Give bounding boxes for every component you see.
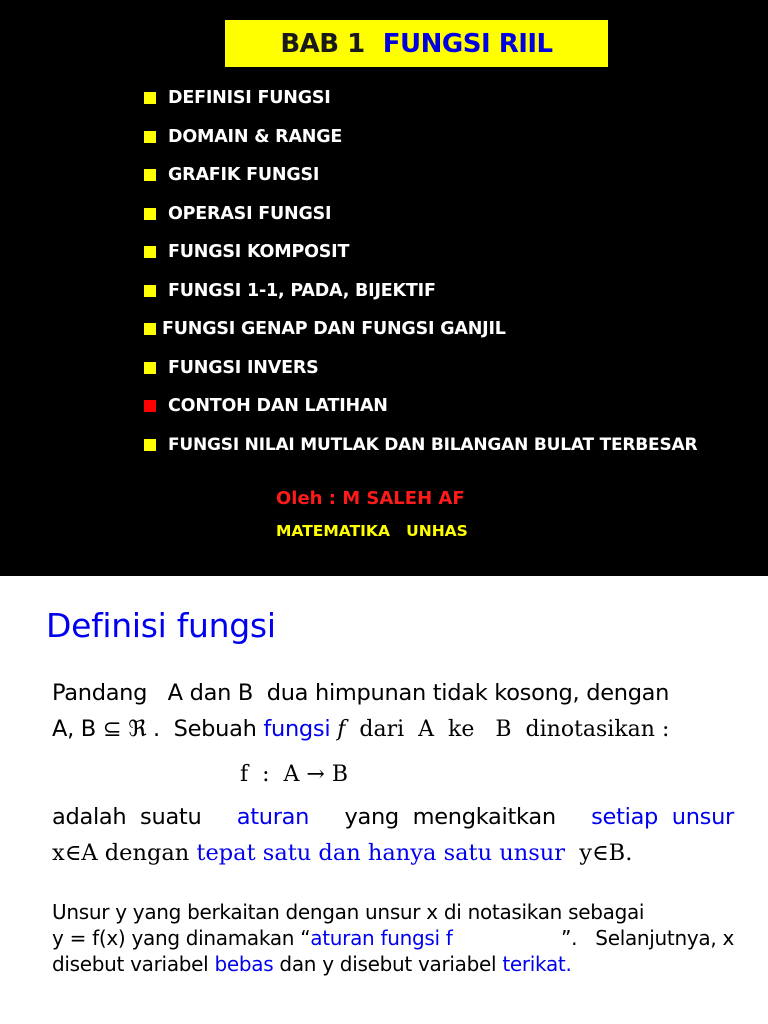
topic-item — [144, 433, 697, 457]
text-run: dan y disebut variabel — [273, 952, 503, 976]
highlighted-term: tepat satu dan hanya satu unsur — [196, 840, 565, 866]
text-run: y = f(x) yang dinamakan “ — [52, 926, 311, 950]
topic-label: DEFINISI FUNGSI — [168, 88, 331, 108]
topic-item — [144, 279, 436, 303]
topic-item — [144, 356, 319, 380]
text-run: Pandang A dan B dua himpunan tidak kosong, dengan — [52, 680, 670, 706]
topic-label: FUNGSI NILAI MUTLAK DAN BILANGAN BULAT TERBESAR — [168, 435, 698, 455]
text-run: disebut variabel — [52, 952, 215, 976]
paragraph-line — [52, 840, 632, 866]
topic-label: FUNGSI KOMPOSIT — [168, 242, 350, 262]
square-bullet-icon — [144, 208, 156, 220]
text-run: f — [330, 717, 353, 742]
square-bullet-icon — [144, 400, 156, 412]
topic-label: FUNGSI INVERS — [168, 358, 319, 378]
highlighted-term: bebas — [214, 952, 274, 976]
topic-item — [144, 240, 349, 264]
paragraph-line — [52, 926, 734, 950]
highlighted-term: fungsi — [263, 716, 331, 742]
topic-item — [144, 125, 342, 149]
definition-slide — [0, 576, 768, 1024]
text-run: yang mengkaitkan — [330, 804, 570, 830]
topic-item — [144, 317, 506, 341]
topic-item — [144, 163, 319, 187]
topic-label: FUNGSI GENAP DAN FUNGSI GANJIL — [162, 319, 506, 339]
chapter-title: FUNGSI RIIL — [382, 28, 553, 59]
topic-label: GRAFIK FUNGSI — [168, 165, 320, 185]
paragraph-line — [52, 900, 734, 924]
topic-label: FUNGSI 1-1, PADA, BIJEKTIF — [168, 281, 436, 301]
topic-label: CONTOH DAN LATIHAN — [168, 396, 388, 416]
text-run: Unsur y yang berkaitan dengan unsur x di notasikan sebagai — [52, 900, 645, 924]
text-run: dari A ke B dinotasikan : — [352, 717, 670, 742]
author-line: Oleh : M SALEH AF — [276, 488, 465, 509]
affiliation-line: MATEMATIKA UNHAS — [276, 522, 468, 540]
square-bullet-icon — [144, 362, 156, 374]
square-bullet-icon — [144, 439, 156, 451]
topic-label: DOMAIN & RANGE — [168, 127, 343, 147]
chapter-number: BAB 1 — [280, 28, 365, 59]
text-run: A, B ⊆ ℜ . Sebuah — [52, 716, 264, 742]
highlighted-term: setiap unsur — [591, 804, 734, 830]
topic-item — [144, 86, 331, 110]
text-run: adalah suatu — [52, 804, 216, 830]
square-bullet-icon — [144, 92, 156, 104]
square-bullet-icon — [144, 285, 156, 297]
highlighted-term: terikat. — [502, 952, 572, 976]
paragraph-line — [52, 716, 669, 742]
highlighted-term: aturan — [236, 804, 310, 830]
text-run: x∈A dengan — [52, 840, 197, 866]
text-run: ”. Selanjutnya, x — [561, 926, 734, 950]
highlighted-term: aturan fungsi f — [310, 926, 453, 950]
square-bullet-icon — [144, 246, 156, 258]
paragraph-line — [52, 680, 734, 706]
square-bullet-icon — [144, 131, 156, 143]
text-run: y∈B. — [565, 840, 633, 866]
slide-heading: Definisi fungsi — [46, 606, 276, 645]
topic-item — [144, 202, 331, 226]
title-banner — [225, 20, 608, 67]
square-bullet-icon — [144, 323, 156, 335]
square-bullet-icon — [144, 169, 156, 181]
paragraph-line — [52, 952, 572, 976]
formula: f : A → B — [240, 762, 349, 787]
topic-item — [144, 394, 388, 418]
topic-label: OPERASI FUNGSI — [168, 204, 332, 224]
paragraph-line — [52, 804, 734, 830]
